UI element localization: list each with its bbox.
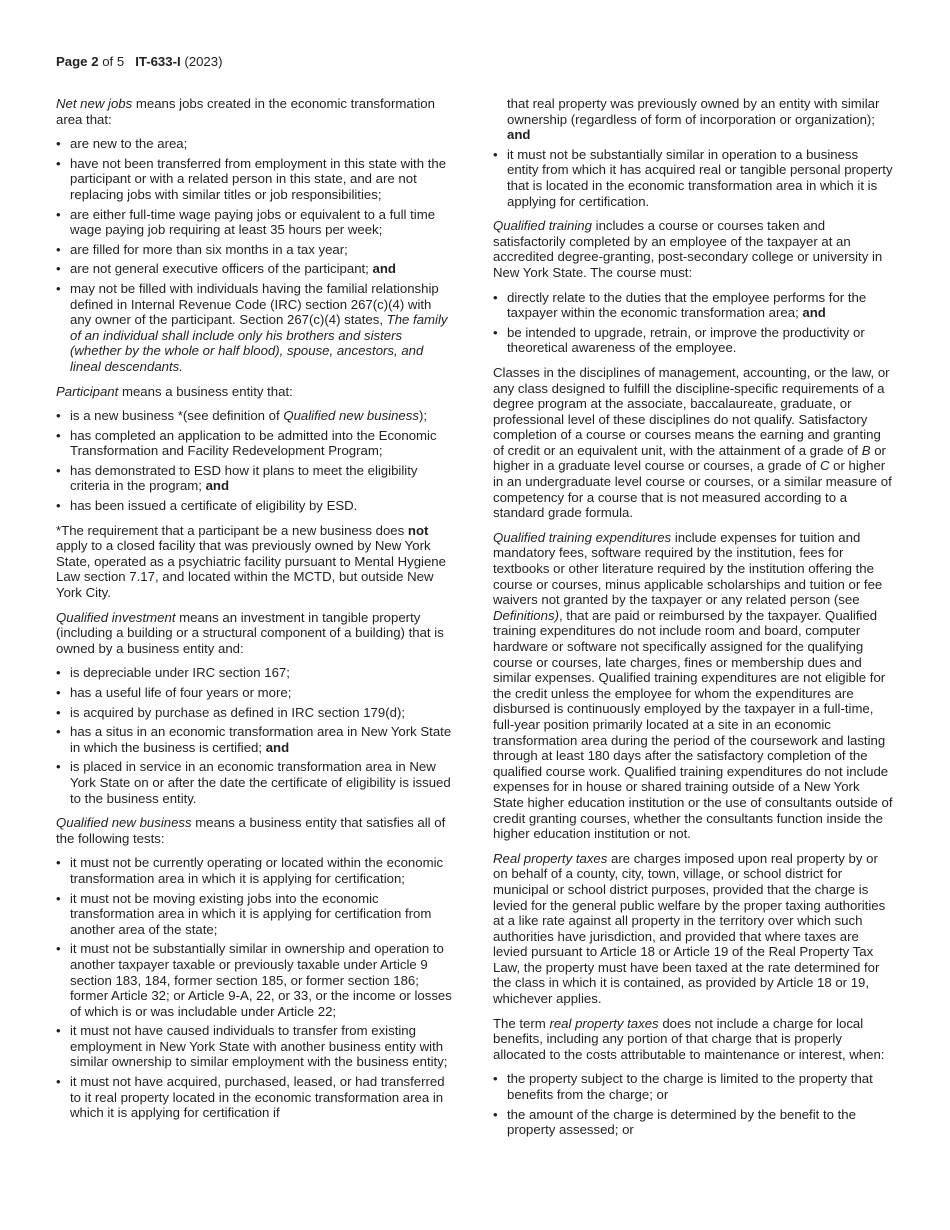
- form-id: IT-633-I: [135, 54, 181, 69]
- irc-quote: The family of an individual shall include only his brothers and sisters (whether by the whole or half blood), spouse, ancestors, and lineal descendants.: [70, 312, 448, 374]
- real-property-taxes: [493, 851, 893, 1007]
- list-item: [56, 408, 456, 424]
- list-item: • has completed an application to be admitted into the Economic Transformation and Facility Redevelopment Program;: [56, 428, 456, 459]
- local-benefits-list: [493, 1071, 893, 1137]
- paragraph-text: Classes in the disciplines of management, accounting, or the law, or any class designed to fulfill the discipline-specific requirements of a degree program at the associate, baccalaureate, graduate, or professional level of these disciplines do not qualify. Satisfactory completion of a course or courses means the earning and granting of credit or an equivalent unit, with the attainment of a grade of: [493, 364, 890, 458]
- grade: C: [819, 458, 830, 474]
- list-item-text: may not be filled with individuals having the familial relationship defined in Internal Revenue Code (IRC) section 267(c)(4) with any owner of the participant. Section 267(c)(4) states,: [70, 280, 439, 328]
- term: Real property taxes: [493, 850, 608, 866]
- left-column: [56, 96, 456, 1130]
- grade: B: [861, 442, 871, 458]
- definition-text: means an investment in tangible property (including a building or a structural component of a building) that is owned by a business entity and:: [56, 609, 444, 656]
- and-word: and: [372, 261, 396, 277]
- participant-list: [56, 408, 456, 514]
- list-item-text: has a situs in an economic transformation area in New York State in which the business is certified;: [70, 724, 452, 755]
- not-word: not: [407, 522, 429, 538]
- list-item: • are either full-time wage paying jobs or equivalent to a full time wage paying job requiring at least 35 hours per week;: [56, 207, 456, 238]
- list-item: • it must not be moving existing jobs into the economic transformation area in which it is applying for certification from another area of the state;: [56, 891, 456, 938]
- page-number: 2: [91, 54, 99, 69]
- paragraph-text: , that are paid or reimbursed by the taxpayer. Qualified training expenditures do not include room and board, computer hardware or software not specifically assigned for the qualifying course or courses, late charges, fines or membership dues and similar expenses. Qualified training expenditures are not eligible for the credit unless the employee for whom the expenditures are disbursed is continuously employed by the taxpayer in a full-time, full-year position primarily located at a site in an economic transformation area during the period of the coursework and lasting through at least 180 days after the satisfactory completion of the qualified course work. Qualified training expenditures do not include expenses for in house or shared training outside of a New York State higher education institution or the use of consultants outside of credit granting courses, whether the consultants function inside the higher education institution or not.: [493, 607, 893, 842]
- list-item: • has a useful life of four years or more;: [56, 685, 456, 701]
- qualified-new-business-intro: [56, 815, 456, 846]
- list-item: • is placed in service in an economic transformation area in New York State on or after the date the certificate of eligibility is issued to the business entity.: [56, 759, 456, 806]
- net-new-jobs-intro: [56, 96, 456, 127]
- term: Qualified new business: [56, 815, 192, 831]
- and-word: and: [265, 739, 290, 755]
- paragraph-text: The term: [493, 1015, 550, 1031]
- list-item-text: that real property was previously owned by an entity with similar ownership (regardless of form of incorporation or organization);: [507, 96, 880, 127]
- reference: Definitions): [493, 607, 559, 623]
- list-item: • is depreciable under IRC section 167;: [56, 665, 456, 681]
- qualified-training-intro: [493, 218, 893, 280]
- list-item: • the property subject to the charge is limited to the property that benefits from the charge; or: [493, 1071, 893, 1102]
- definition-text: means a business entity that:: [118, 383, 293, 399]
- list-item-text: has demonstrated to ESD how it plans to meet the eligibility criteria in the program;: [70, 462, 418, 494]
- paragraph-text: or higher in an undergraduate level course or courses, or a similar measure of competency for a course that is not measured according to a standard grade formula.: [493, 458, 892, 521]
- and-word: and: [507, 127, 531, 143]
- definition-text: includes a course or courses taken and satisfactorily completed by an employee of the taxpayer at an accredited degree-granting, post-secondary college or university in New York State. The course must:: [493, 218, 883, 280]
- list-item-text: );: [418, 408, 428, 424]
- participant-intro: [56, 384, 456, 400]
- list-item: [56, 463, 456, 494]
- term-real-property-taxes: [493, 1016, 893, 1063]
- list-item-text: are not general executive officers of the participant;: [70, 261, 373, 277]
- list-item: • have not been transferred from employment in this state with the participant or with a related person in this state, and are not replacing jobs with similar titles or job responsibilities;: [56, 156, 456, 203]
- list-item-continuation: [493, 96, 893, 143]
- list-item: [56, 261, 456, 277]
- paragraph-text: does not include a charge for local benefits, including any portion of that charge that is properly allocated to the costs attributable to maintenance or interest, when:: [493, 1015, 885, 1062]
- list-item: • it must not be substantially similar in operation to a business entity from which it has acquired real or tangible personal property that is located in the economic transformation area in which it is applying for certification.: [493, 147, 893, 209]
- term: Qualified investment: [56, 609, 176, 625]
- list-item: • the amount of the charge is determined by the benefit to the property assessed; or: [493, 1107, 893, 1138]
- paragraph-text: include expenses for tuition and mandatory fees, software required by the institution, fees for textbooks or other literature required by the institution offering the course or courses, minus applicable scholarships and tuition or fee waivers not granted by the taxpayer or any related person (see: [493, 529, 883, 608]
- and-word: and: [205, 478, 230, 494]
- reference: Qualified new business: [283, 408, 419, 424]
- footnote-text: *The requirement that a participant be a new business does: [56, 522, 408, 538]
- page-header: [56, 54, 222, 70]
- list-item: • it must not be substantially similar in ownership and operation to another taxpayer taxable or previously taxable under Article 9 section 183, 184, former section 185, or former section 186; former Article 32; or Article 9-A, 22, or 33, or the income or losses of which is or was includable under Article 22;: [56, 941, 456, 1019]
- term: real property taxes: [549, 1015, 659, 1031]
- list-item-text: is a new business *(see definition of: [70, 408, 284, 424]
- list-item: • be intended to upgrade, retrain, or improve the productivity or theoretical awareness of the employee.: [493, 325, 893, 356]
- qualified-investment-list: [56, 665, 456, 806]
- list-item: • it must not be currently operating or located within the economic transformation area in which it is applying for certification;: [56, 855, 456, 886]
- definition-text: means a business entity that satisfies all of the following tests:: [56, 815, 446, 846]
- definition-text: means jobs created in the economic transformation area that:: [56, 96, 435, 127]
- classes-paragraph: [493, 365, 893, 521]
- footnote-text: apply to a closed facility that was previously owned by New York State, operated as a psychiatric facility pursuant to Mental Hygiene Law section 7.17, and located within the MCTD, but outside New York City.: [56, 538, 446, 601]
- term: Participant: [56, 383, 119, 399]
- list-item: • are filled for more than six months in a tax year;: [56, 242, 456, 258]
- page-total: of 5: [102, 54, 125, 69]
- list-item: [56, 281, 456, 375]
- list-item: [493, 290, 893, 321]
- right-column: [493, 96, 893, 1147]
- and-word: and: [802, 305, 826, 321]
- list-item: [56, 724, 456, 755]
- list-item: • has been issued a certificate of eligibility by ESD.: [56, 498, 456, 514]
- paragraph-text: are charges imposed upon real property by or on behalf of a county, city, town, village, or school district for municipal or school district purposes, provided that the charge is levied for the general public welfare by the proper taxing authorities at a like rate against all property in the territory over which such authorities have jurisdiction, and provided that where taxes are levied pursuant to Article 18 or Article 19 of the Real Property Tax Law, the property must have been taxed at the rate determined for the class in which it is contained, as provided by Article 18 or 19, whichever applies.: [493, 850, 886, 1007]
- qualified-training-list: [493, 290, 893, 356]
- list-item: • is acquired by purchase as defined in IRC section 179(d);: [56, 705, 456, 721]
- qualified-investment-intro: [56, 610, 456, 657]
- paragraph-text: or higher in a graduate level course or courses, a grade of: [493, 442, 886, 474]
- net-new-jobs-list: [56, 136, 456, 374]
- term: Net new jobs: [56, 96, 133, 111]
- term: Qualified training expenditures: [493, 529, 672, 545]
- form-year: (2023): [184, 54, 223, 69]
- list-item: • it must not have caused individuals to transfer from existing employment in New York State with another business entity with similar ownership to similar employment with the business entity;: [56, 1023, 456, 1070]
- list-item-text: directly relate to the duties that the employee performs for the taxpayer within the economic transformation area;: [507, 289, 867, 321]
- qualified-new-business-list-cont: [493, 147, 893, 209]
- list-item: • it must not have acquired, purchased, leased, or had transferred to it real property located in the economic transformation area in which it is applying for certification if: [56, 1074, 456, 1121]
- term: Qualified training: [493, 218, 592, 234]
- page-word: Page: [56, 54, 88, 69]
- footnote: [56, 523, 456, 601]
- qualified-new-business-list: [56, 855, 456, 1121]
- list-item: • are new to the area;: [56, 136, 456, 152]
- qualified-training-expenditures: [493, 530, 893, 842]
